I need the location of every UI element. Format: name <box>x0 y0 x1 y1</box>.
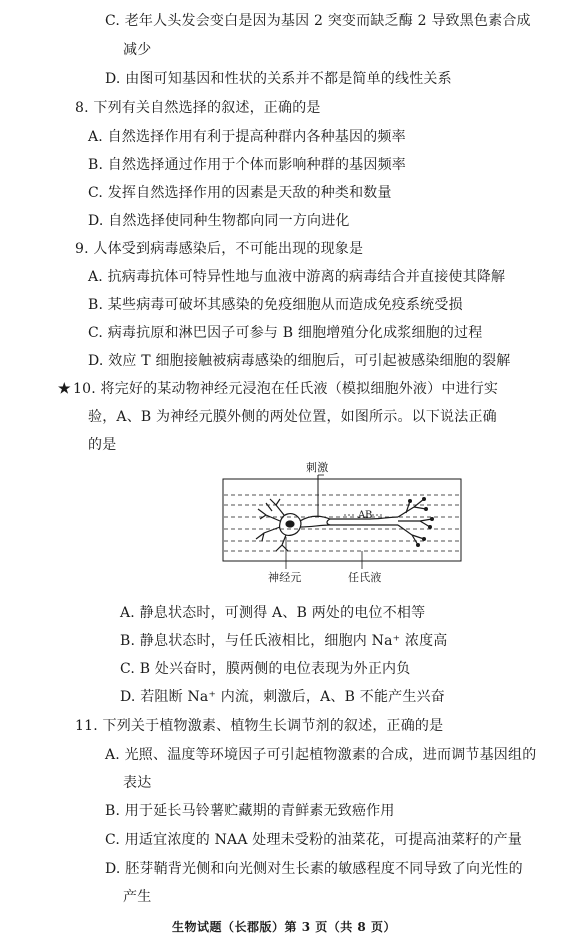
q8-option-b: B. 自然选择通过作用于个体而影响种群的基因频率 <box>88 157 406 173</box>
page-footer: 生物试题（长郡版）第 3 页（共 8 页） <box>172 920 396 934</box>
q9-option-a: A. 抗病毒抗体可特异性地与血液中游离的病毒结合并直接使其降解 <box>88 269 506 285</box>
q10-option-b: B. 静息状态时，与任氏液相比，细胞内 Na⁺ 浓度高 <box>120 633 448 649</box>
q8-option-c: C. 发挥自然选择作用的因素是天敌的种类和数量 <box>88 185 392 201</box>
q11-option-d-line1: D. 胚芽鞘背光侧和向光侧对生长素的敏感程度不同导致了向光性的 <box>105 861 523 877</box>
q11-option-a-line1: A. 光照、温度等环境因子可引起植物激素的合成，进而调节基因组的 <box>105 747 537 763</box>
q11-stem: 11. 下列关于植物激素、植物生长调节剂的叙述，正确的是 <box>75 718 444 734</box>
label-stimulus: 刺激 <box>306 461 329 474</box>
q10-option-c: C. B 处兴奋时，膜两侧的电位表现为外正内负 <box>120 661 411 677</box>
ringer-solution-lines <box>224 495 460 551</box>
q7-option-c-line2: 减少 <box>123 42 152 58</box>
star-icon: ★ <box>58 381 71 397</box>
q8-option-a: A. 自然选择作用有利于提高种群内各种基因的频率 <box>88 129 406 145</box>
q8-stem: 8. 下列有关自然选择的叙述，正确的是 <box>75 100 321 116</box>
q7-option-c-line1: C. 老年人头发会变白是因为基因 2 突变而缺乏酶 2 导致黑色素合成 <box>105 13 531 29</box>
label-ringer: 任氏液 <box>348 571 382 584</box>
q10-stem-line3: 的是 <box>88 437 117 453</box>
label-a: A <box>358 510 366 521</box>
q9-option-b: B. 某些病毒可破坏其感染的免疫细胞从而造成免疫系统受损 <box>88 297 463 313</box>
q10-stem-line2: 验，A、B 为神经元膜外侧的两处位置，如图所示。以下说法正确 <box>88 409 497 425</box>
q9-option-d: D. 效应 T 细胞接触被病毒感染的细胞后，可引起被感染细胞的裂解 <box>88 353 511 369</box>
q11-option-b: B. 用于延长马铃薯贮藏期的青鲜素无致癌作用 <box>105 803 395 819</box>
neuron-icon <box>256 499 432 551</box>
q7-option-d: D. 由图可知基因和性状的关系并不都是简单的线性关系 <box>105 71 452 87</box>
q9-stem: 9. 人体受到病毒感染后，不可能出现的现象是 <box>75 241 364 257</box>
label-b: B <box>365 510 373 521</box>
q11-option-c: C. 用适宜浓度的 NAA 处理未受粉的油菜花，可提高油菜籽的产量 <box>105 832 523 848</box>
q11-option-d-line2: 产生 <box>123 889 152 905</box>
q11-option-a-line2: 表达 <box>123 775 152 791</box>
q8-option-d: D. 自然选择使同种生物都向同一方向进化 <box>88 213 350 229</box>
q10-option-d: D. 若阻断 Na⁺ 内流，刺激后，A、B 不能产生兴奋 <box>120 689 445 705</box>
q9-option-c: C. 病毒抗原和淋巴因子可参与 B 细胞增殖分化成浆细胞的过程 <box>88 325 483 341</box>
q10-stem-line1: 10. 将完好的某动物神经元浸泡在任氏液（模拟细胞外液）中进行实 <box>73 381 499 397</box>
q10-option-a: A. 静息状态时，可测得 A、B 两处的电位不相等 <box>120 605 426 621</box>
neuron-diagram <box>220 465 465 583</box>
label-neuron: 神经元 <box>268 571 302 584</box>
